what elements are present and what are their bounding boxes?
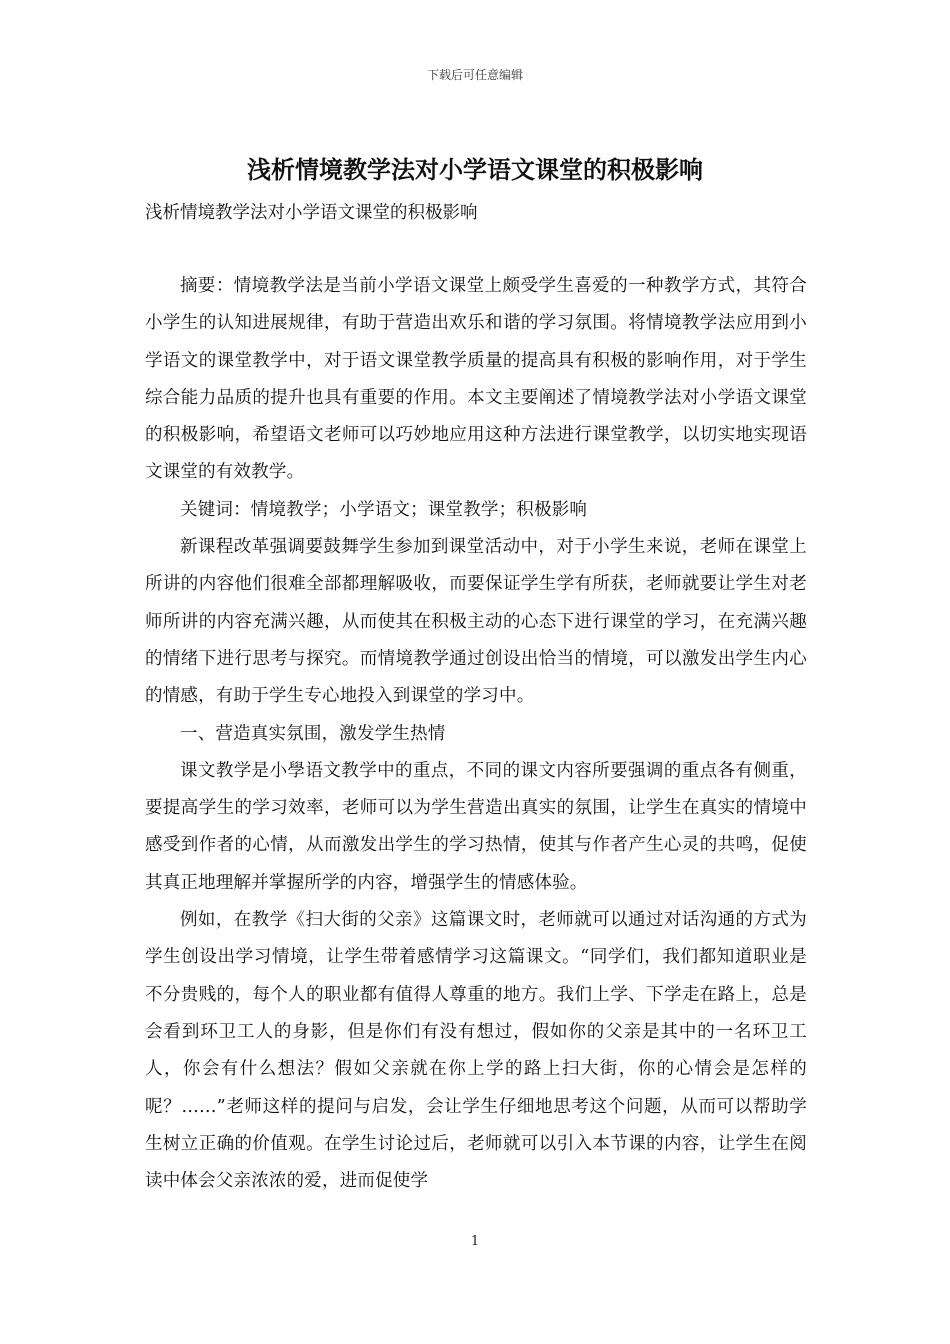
section-heading-1: 一、营造真实氛围，激发学生热情 [180,723,446,744]
document-subtitle: 浅析情境教学法对小学语文课堂的积极影响 [145,203,478,223]
header-note: 下载后可任意编辑 [426,68,523,82]
example-paragraph: 例如，在教学《扫大街的父亲》这篇课文时，老师就可以通过对话沟通的方式为学生创设出学习情境，让学生带着感情学习这篇课文。“同学们，我们都知道职业是不分贵贱的，每个人的职业都有值得人尊重的地方。我们上学、下学走在路上，总是会看到环卫工人的身影，但是你们有没有想过，假如你的父亲是其中的一名环卫工人，你会有什么想法？假如父亲就在你上学的路上扫大街，你的心情会是怎样的呢？……”老师这样的提问与启发，会让学生仔细地思考这个问题，从而可以帮助学生树立正确的价值观。在学生讨论过后，老师就可以引入本节课的内容，让学生在阅读中体会父亲浓浓的爱，进而促使学 [145,910,807,1192]
page-number: 1 [470,1234,480,1249]
abstract-paragraph: 摘要：情境教学法是当前小学语文课堂上颇受学生喜爱的一种教学方式，其符合小学生的认知进展规律，有助于营造出欢乐和谐的学习氛围。将情境教学法应用到小学语文的课堂教学中，对于语文课堂教学质量的提高具有积极的影响作用，对于学生综合能力品质的提升也具有重要的作用。本文主要阐述了情境教学法对小学语文课堂的积极影响，希望语文老师可以巧妙地应用这种方法进行课堂教学，以切实地实现语文课堂的有效教学。 [145,276,807,483]
keywords-paragraph: 关键词：情境教学；小学语文；课堂教学；积极影响 [180,499,588,520]
document-title: 浅析情境教学法对小学语文课堂的积极影响 [247,155,703,184]
document-body [145,268,807,1200]
body-paragraph: 课文教学是小學语文教学中的重点，不同的课文内容所要强调的重点各有侧重，要提高学生的学习效率，老师可以为学生营造出真实的氛围，让学生在真实的情境中感受到作者的心情，从而激发出学生的学习热情，使其与作者产生心灵的共鸣，促使其真正地理解并掌握所学的内容，增强学生的情感体验。 [145,760,807,893]
intro-paragraph: 新课程改革强调要鼓舞学生参加到课堂活动中，对于小学生来说，老师在课堂上所讲的内容他们很难全部都理解吸收，而要保证学生学有所获，老师就要让学生对老师所讲的内容充满兴趣，从而使其在积极主动的心态下进行课堂的学习，在充满兴趣的情绪下进行思考与探究。而情境教学通过创设出恰当的情境，可以激发出学生内心的情感，有助于学生专心地投入到课堂的学习中。 [145,537,807,707]
